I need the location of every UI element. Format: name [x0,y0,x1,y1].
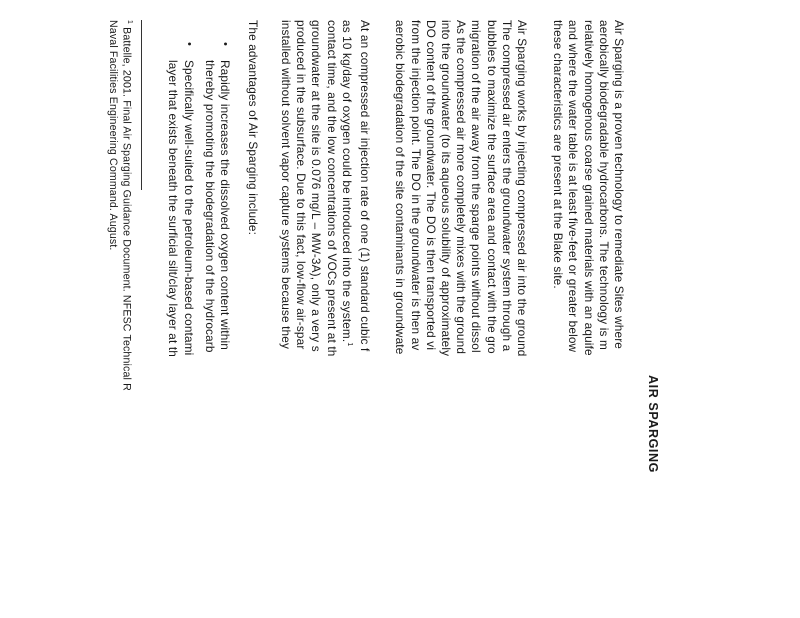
text-line: relatively homogenous coarse grained materials with an aquife [581,20,596,356]
text-line: DO content of the groundwater. The DO is then transported vi [423,20,438,351]
bullet-marker: • [182,42,195,47]
paragraph-intro [550,20,626,618]
text-line: Air Sparging works by injecting compressed air into the ground [515,20,529,357]
paragraph-injection-rate [278,20,372,618]
footnote [106,20,136,391]
text-line [119,20,136,391]
text-line [339,20,357,618]
text-line: groundwater at the site is 0.076 mg/L – MW-3A), only a very s [309,20,324,352]
text-line: At an compressed air injection rate of one (1) standard cubic f [358,20,372,352]
footnote-reference: 1 [345,342,353,347]
list-item [202,20,232,618]
footnote-text: Battelle, 2001. Final Air Sparging Guidance Document. NFESC Technical R [120,27,133,391]
advantages-intro: The advantages of Air Sparging include: [246,20,260,236]
text-line: Naval Facilities Engineering Command. August. [107,20,120,251]
advantages-list [159,20,232,618]
text-line: The compressed air enters the groundwater system through a [499,20,514,352]
text-line: Air Sparging is a proven technology to remediate Sites where [612,20,626,350]
text-line: and where the water table is at least five-feet or greater below [566,20,581,353]
text-line: migration of the air away from the sparge points without dissol [469,20,484,353]
footnote-divider [141,20,142,190]
text-line: aerobically biodegradable hydrocarbons. The technology is m [596,20,611,350]
bullet-marker: • [219,42,231,47]
text-line: As the compressed air more completely mixes with the ground [454,20,469,355]
list-item [165,20,195,618]
text-line: Specifically well-suited to the petroleum-based contami [181,60,196,356]
text-line: layer that exists beneath the surficial silt/clay layer at th [166,60,181,357]
text-line: thereby promoting the biodegradation of the hydrocarb [202,60,217,353]
text-line: aerobic biodegradation of the site contaminants in groundwate [393,20,408,355]
text-line: produced in the subsurface. Due to this fact, low-flow air-spar [294,20,309,350]
text-line: from the injection point. The DO in the groundwater is then av [408,20,423,351]
paragraph-mechanism [392,20,529,618]
text-line: bubbles to maximize the surface area and contact with the gro [484,20,499,354]
page-title: AIR SPARGING [646,375,660,473]
rotated-sheet [100,20,680,580]
text-line: into the groundwater (to its aqueous solubility of approximately [438,20,453,357]
text-line: Rapidly increases the dissolved oxygen content within [218,60,232,350]
text-line: contact time, and the low concentrations of VOCs present at th [324,20,339,357]
text-line-content: as 10 kg/day of oxygen could be introduced into the system. [339,20,354,343]
text-line: installed without solvent vapor capture systems because they [279,20,294,349]
text-line: these characteristics are present at the Blake site. [551,20,566,289]
footnote-marker: 1 [126,20,133,25]
rotated-content [100,20,660,618]
